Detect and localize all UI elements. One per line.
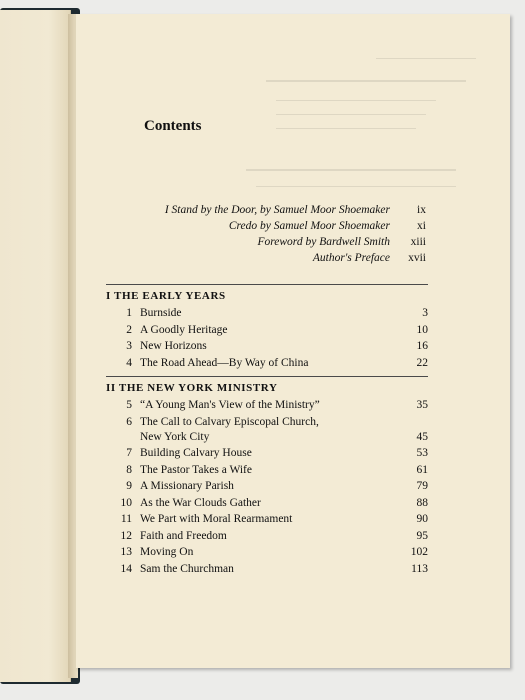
chapter-page: 95: [416, 529, 428, 542]
contents-page: [76, 14, 510, 668]
chapter-number: 1: [126, 307, 132, 319]
chapter-number: 2: [126, 323, 132, 336]
chapter-page: 10: [416, 323, 428, 336]
chapter-entry: [108, 496, 428, 511]
chapter-page: 22: [416, 356, 428, 369]
front-matter-page: xi: [417, 220, 426, 232]
front-matter-title: I Stand by the Door, by Samuel Moor Shoemaker: [164, 204, 390, 216]
chapter-title: Sam the Churchman: [140, 562, 234, 575]
chapter-title: We Part with Moral Rearmament: [140, 513, 293, 525]
chapter-title: Moving On: [140, 546, 194, 558]
chapter-number: 6: [126, 415, 132, 428]
chapter-number: 14: [120, 562, 132, 575]
part-heading-early-years: I THE EARLY YEARS: [106, 284, 428, 302]
chapter-title: The Pastor Takes a Wife: [140, 463, 252, 476]
chapter-number: 13: [120, 546, 132, 558]
front-matter-list: [120, 204, 426, 268]
chapter-title-line-1: The Call to Calvary Episcopal Church,: [140, 415, 319, 428]
chapter-title: Faith and Freedom: [140, 529, 227, 542]
chapter-entry: [108, 415, 428, 445]
chapter-entry: [108, 529, 428, 544]
chapter-page: 3: [422, 307, 428, 319]
front-matter-title: Author's Preface: [312, 252, 390, 264]
chapter-page: 90: [416, 513, 428, 525]
chapter-number: 4: [126, 356, 132, 369]
chapter-number: 11: [120, 513, 132, 525]
chapter-page: 88: [416, 496, 428, 509]
chapter-entry: [108, 398, 428, 413]
chapter-title: Building Calvary House: [140, 447, 252, 459]
chapter-entry: [108, 545, 428, 560]
chapter-page: 16: [416, 340, 428, 352]
chapter-page: 102: [410, 546, 428, 558]
chapter-number: 10: [120, 496, 132, 509]
chapter-entry: [108, 323, 428, 338]
front-matter-item: [120, 220, 426, 236]
chapter-page: 61: [416, 463, 428, 476]
chapter-title: [140, 415, 388, 445]
chapter-title: New Horizons: [140, 340, 207, 352]
chapter-title: “A Young Man's View of the Ministry”: [140, 399, 320, 411]
front-matter-item: [120, 252, 426, 268]
chapter-number: 5: [126, 399, 132, 411]
chapter-page: 113: [411, 562, 428, 575]
chapter-title: A Goodly Heritage: [140, 323, 228, 336]
part-1-chapter-list: [108, 306, 428, 372]
chapter-title: Burnside: [140, 307, 182, 319]
chapter-entry: [108, 339, 428, 354]
page-title: Contents: [144, 118, 202, 134]
chapter-entry: [108, 306, 428, 321]
front-matter-title: Foreword by Bardwell Smith: [257, 236, 390, 248]
part-heading-new-york-ministry: II THE NEW YORK MINISTRY: [106, 376, 428, 394]
front-matter-page: xvii: [408, 252, 426, 264]
chapter-title: A Missionary Parish: [140, 480, 234, 492]
front-matter-page: ix: [417, 204, 426, 216]
chapter-entry: [108, 512, 428, 527]
chapter-page: 53: [416, 447, 428, 459]
chapter-title-line-2: New York City: [140, 430, 210, 443]
chapter-page: 35: [416, 399, 428, 411]
chapter-number: 3: [126, 340, 132, 352]
chapter-page: 79: [416, 480, 428, 492]
part-2-chapter-list: [108, 398, 428, 578]
chapter-page: 45: [416, 430, 428, 443]
chapter-number: 12: [120, 529, 132, 542]
chapter-number: 8: [126, 463, 132, 476]
chapter-entry: [108, 356, 428, 371]
left-page: [0, 10, 71, 682]
chapter-entry: [108, 562, 428, 577]
front-matter-page: xiii: [410, 236, 426, 248]
chapter-entry: [108, 446, 428, 461]
chapter-entry: [108, 463, 428, 478]
front-matter-item: [120, 204, 426, 220]
front-matter-item: [120, 236, 426, 252]
chapter-number: 7: [126, 447, 132, 459]
chapter-title: As the War Clouds Gather: [140, 496, 261, 509]
chapter-title: The Road Ahead—By Way of China: [140, 356, 309, 369]
chapter-number: 9: [126, 480, 132, 492]
chapter-entry: [108, 479, 428, 494]
front-matter-title: Credo by Samuel Moor Shoemaker: [228, 220, 390, 232]
